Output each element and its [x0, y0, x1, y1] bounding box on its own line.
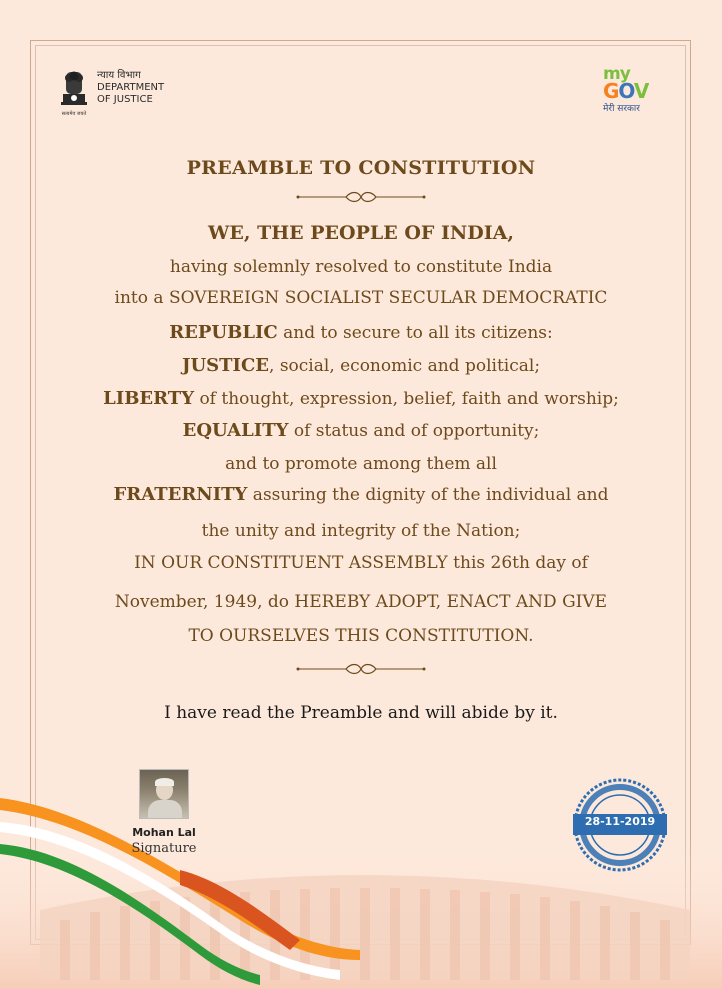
emblem-motto: सत्यमेव जयते — [61, 111, 87, 117]
page-title: PREAMBLE TO CONSTITUTION — [186, 157, 536, 179]
bold-keyword: EQUALITY — [182, 420, 289, 441]
mygov-subtitle: मेरी सरकार — [603, 104, 640, 114]
preamble-line: REPUBLIC and to secure to all its citizens: — [169, 322, 553, 343]
preamble-line: EQUALITY of status and of opportunity; — [182, 420, 540, 441]
bold-keyword: LIBERTY — [103, 388, 195, 409]
preamble-line: LIBERTY of thought, expression, belief, faith and worship; — [103, 388, 619, 409]
mygov-logo — [603, 66, 673, 114]
bold-keyword: FRATERNITY — [113, 484, 248, 505]
mygov-gov: GOV — [603, 79, 649, 103]
ashoka-emblem-icon — [57, 70, 91, 116]
bold-keyword: JUSTICE — [181, 355, 270, 376]
signer-name: Mohan Lal — [132, 826, 196, 839]
stamp-date: 28-11-2019 — [584, 815, 656, 828]
preamble-heading: WE, THE PEOPLE OF INDIA, — [208, 222, 514, 244]
preamble-line: and to promote among them all — [225, 454, 497, 474]
bold-keyword: REPUBLIC — [169, 322, 278, 343]
department-line2: OF JUSTICE — [97, 94, 153, 105]
ornament-divider-icon — [296, 191, 426, 203]
mygov-my: my — [603, 64, 630, 84]
preamble-line: JUSTICE, social, economic and political; — [181, 355, 541, 376]
signature-photo — [139, 769, 189, 819]
pledge-text: I have read the Preamble and will abide by it. — [164, 703, 558, 723]
department-of-justice-logo — [57, 70, 164, 116]
department-hindi: न्याय विभाग — [97, 70, 141, 81]
preamble-line: November, 1949, do HEREBY ADOPT, ENACT AND GIVE — [114, 592, 608, 612]
department-line1: DEPARTMENT — [97, 82, 165, 93]
preamble-line: having solemnly resolved to constitute India — [169, 257, 553, 277]
preamble-line: FRATERNITY assuring the dignity of the individual and — [113, 484, 609, 505]
preamble-line: the unity and integrity of the Nation; — [201, 521, 521, 541]
preamble-line: IN OUR CONSTITUENT ASSEMBLY this 26th day of — [134, 553, 588, 573]
preamble-line: into a SOVEREIGN SOCIALIST SECULAR DEMOCRATIC — [114, 288, 608, 308]
signature-label: Signature — [131, 841, 197, 856]
ornament-divider-icon — [296, 663, 426, 675]
preamble-line: TO OURSELVES THIS CONSTITUTION. — [188, 626, 534, 646]
